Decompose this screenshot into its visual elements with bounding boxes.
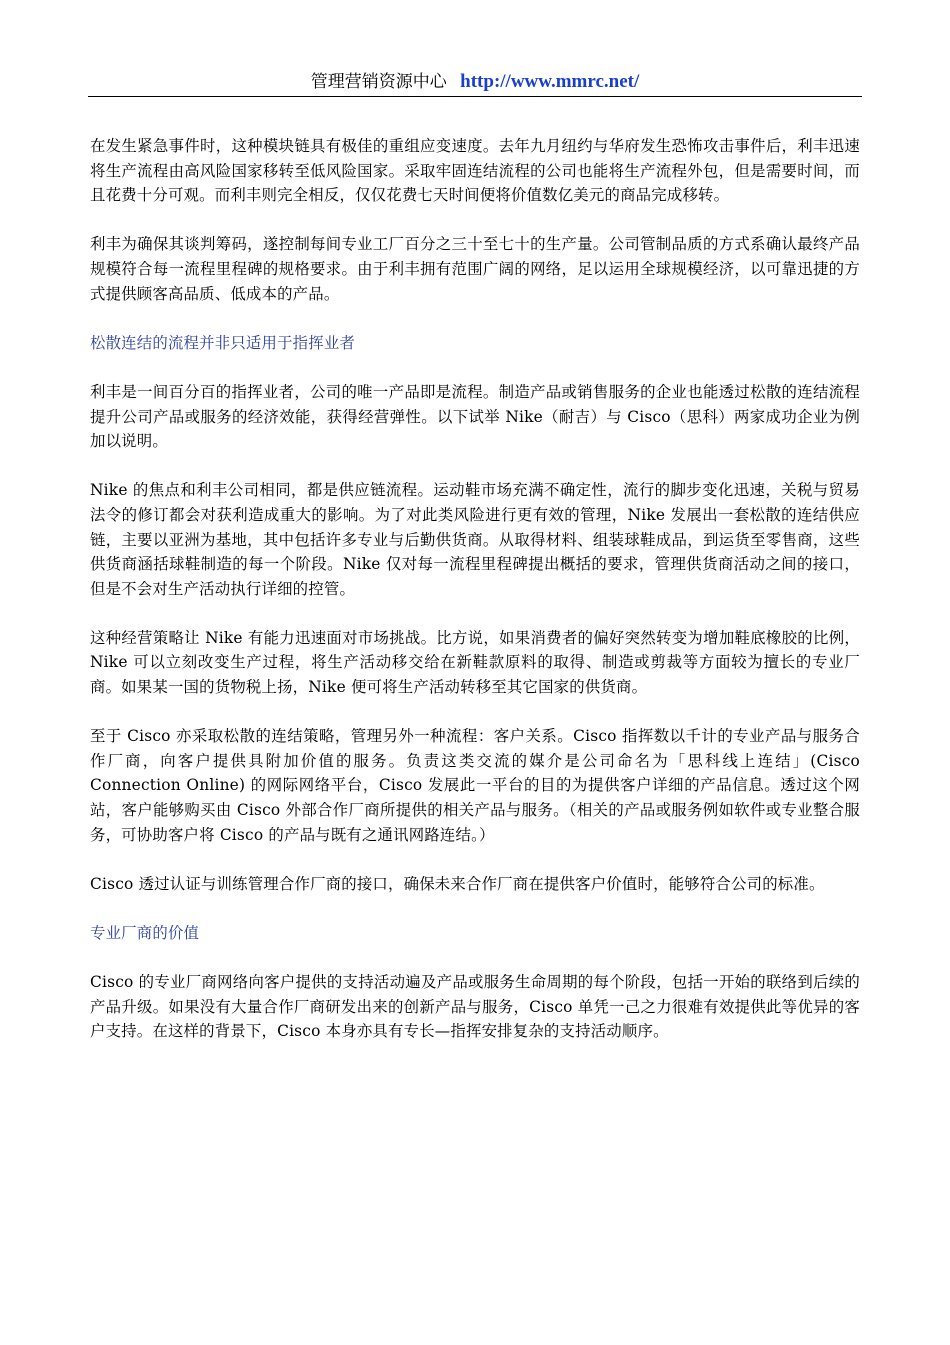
section-heading-2: 专业厂商的价值 xyxy=(90,924,200,942)
section-heading-1: 松散连结的流程并非只适用于指挥业者 xyxy=(90,333,356,352)
paragraph-3: 利丰是一间百分百的指挥业者，公司的唯一产品即是流程。制造产品或销售服务的企业也能透过松散的连结流程提升公司产品或服务的经济效能，获得经营弹性。以下试举 Nike（耐吉）与 Cisco（思科）两家成功企业为例加以说明。 xyxy=(90,382,860,451)
page-header xyxy=(88,72,862,96)
site-url-link[interactable]: http://www.mmrc.net/ xyxy=(460,71,640,92)
paragraph-1: 在发生紧急事件时，这种模块链具有极佳的重组应变速度。去年九月纽约与华府发生恐怖攻击事件后，利丰迅速将生产流程由高风险国家移转至低风险国家。采取牢固连结流程的公司也能将生产流程外包，但是需要时间，而且花费十分可观。而利丰则完全相反，仅仅花费七天时间便将价值数亿美元的商品完成移转。 xyxy=(90,137,860,205)
paragraph-2: 利丰为确保其谈判筹码，遂控制每间专业工厂百分之三十至七十的生产量。公司管制品质的方式系确认最终产品规模符合每一流程里程碑的规格要求。由于利丰拥有范围广阔的网络，足以运用全球规模经济，以可靠迅捷的方式提供顾客高品质、低成本的产品。 xyxy=(90,235,860,303)
site-name: 管理营销资源中心 xyxy=(310,72,447,92)
paragraph-5: 这种经营策略让 Nike 有能力迅速面对市场挑战。比方说，如果消费者的偏好突然转变为增加鞋底橡胶的比例，Nike 可以立刻改变生产过程，将生产活动移交给在新鞋款原料的取得、制造或剪裁等方面较为擅长的专业厂商。如果某一国的货物税上扬，Nike 便可将生产活动转移至其它国家的供货商。 xyxy=(90,628,860,697)
header-divider xyxy=(88,96,862,97)
paragraph-6: 至于 Cisco 亦采取松散的连结策略，管理另外一种流程：客户关系。Cisco 指挥数以千计的专业产品与服务合作厂商，向客户提供具附加价值的服务。负责这类交流的媒介是公司命名为「思科线上连结」(Cisco Connection Online) 的网际网络平台，Cisco 发展此一平台的目的为提供客户详细的产品信息。透过这个网站，客户能够购买由 Cisco 外部合作厂商所提供的相关产品与服务。（相关的产品或服务例如软件或专业整合服务，可协助客户将 Cisco 的产品与既有之通讯网路连结。） xyxy=(90,727,860,844)
document-body xyxy=(90,134,860,1069)
paragraph-7: Cisco 透过认证与训练管理合作厂商的接口，确保未来合作厂商在提供客户价值时，能够符合公司的标准。 xyxy=(90,874,825,893)
paragraph-8: Cisco 的专业厂商网络向客户提供的支持活动遍及产品或服务生命周期的每个阶段，包括一开始的联络到后续的产品升级。如果没有大量合作厂商研发出来的创新产品与服务，Cisco 单凭一己之力很难有效提供此等优异的客户支持。在这样的背景下，Cisco 本身亦具有专长—指挥安排复杂的支持活动顺序。 xyxy=(90,973,860,1041)
paragraph-4: Nike 的焦点和利丰公司相同，都是供应链流程。运动鞋市场充满不确定性，流行的脚步变化迅速，关税与贸易法令的修订都会对获利造成重大的影响。为了对此类风险进行更有效的管理，Nike 发展出一套松散的连结供应链，主要以亚洲为基地，其中包括许多专业与后勤供货商。从取得材料、组装球鞋成品，到运货至零售商，这些供货商涵括球鞋制造的每一个阶段。Nike 仅对每一流程里程碑提出概括的要求，管理供货商活动之间的接口，但是不会对生产活动执行详细的控管。 xyxy=(90,481,860,598)
